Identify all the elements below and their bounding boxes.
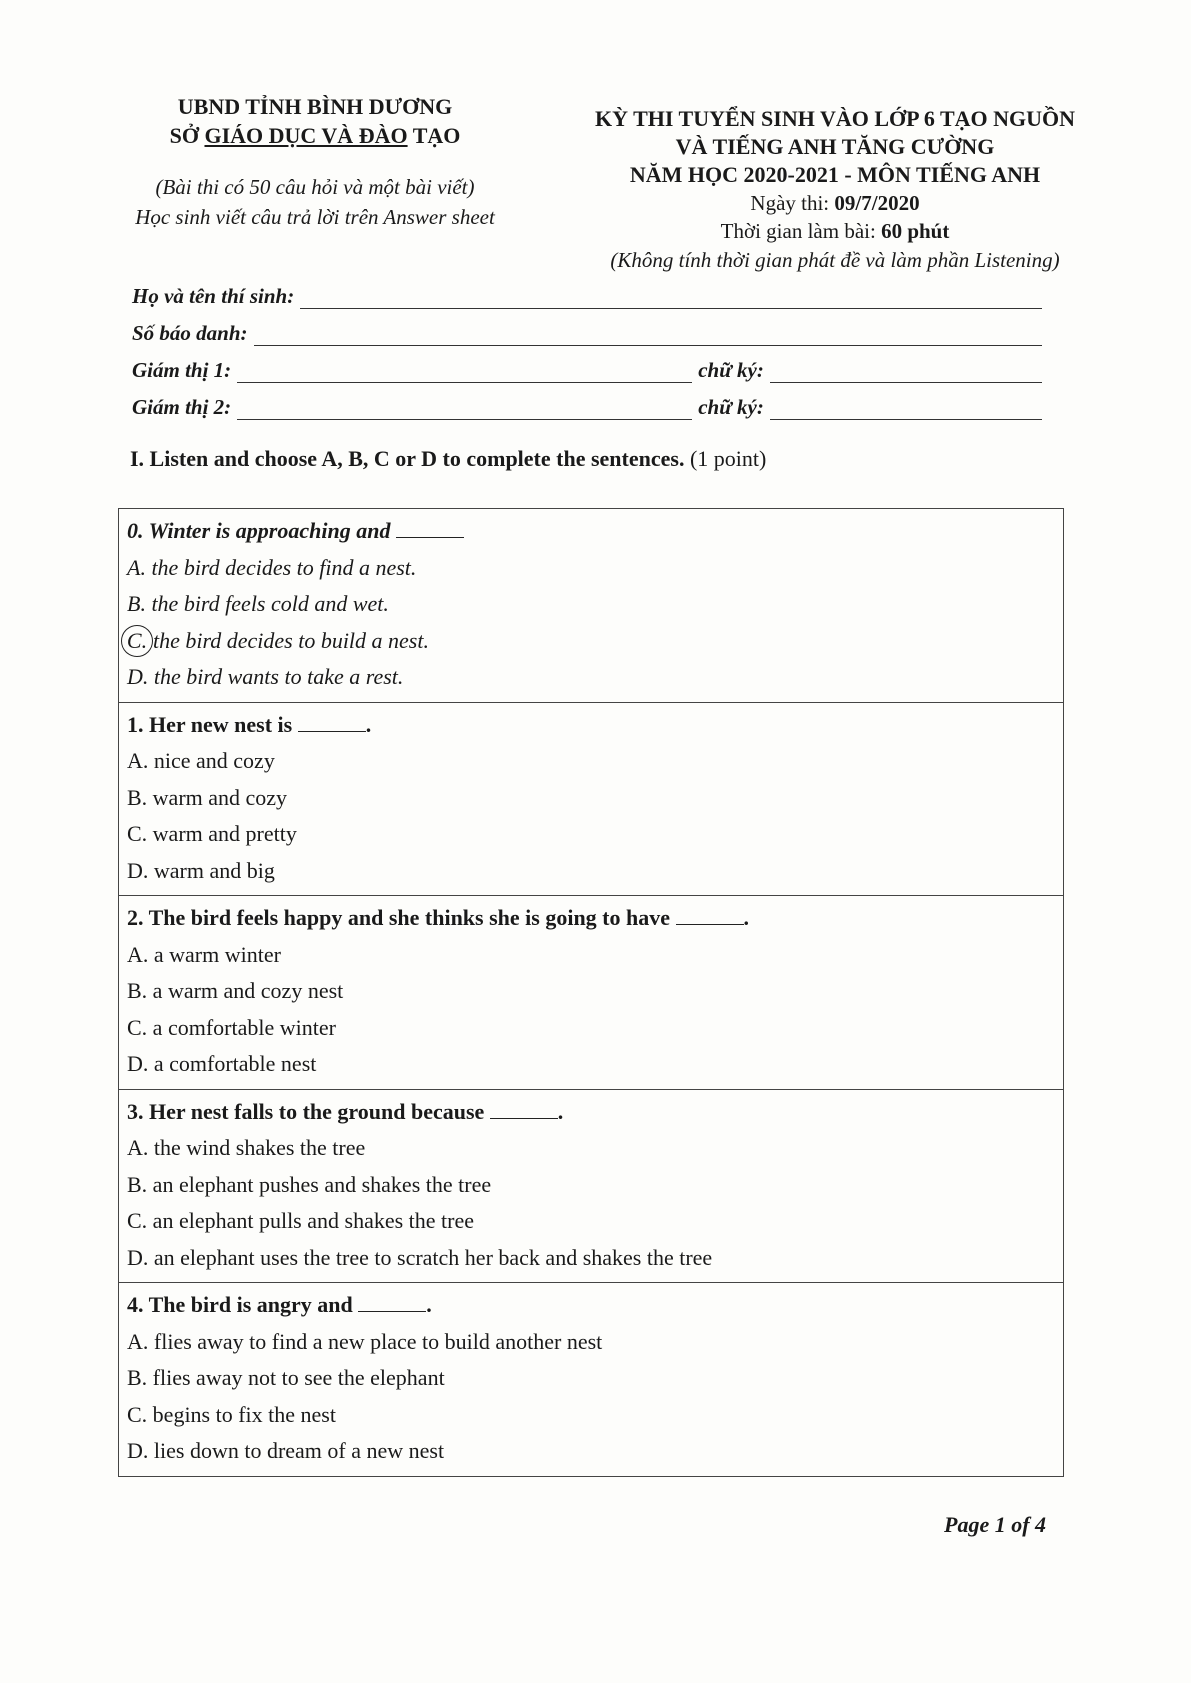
header-right [555, 105, 1115, 275]
exam-title-line2: VÀ TIẾNG ANH TĂNG CƯỜNG [675, 134, 995, 159]
question-block-3 [119, 1090, 1063, 1284]
question-block-2 [119, 896, 1063, 1090]
exam-note-line2: Học sinh viết câu trả lời trên Answer sheet [135, 205, 495, 229]
example-option-b: B. the bird feels cold and wet. [127, 591, 389, 616]
option-b: B. an elephant pushes and shakes the tree [127, 1171, 492, 1197]
example-question [127, 513, 1063, 550]
exam-duration-value: 60 phút [881, 219, 950, 243]
example-option-c [127, 623, 1063, 660]
option-a: A. flies away to find a new place to build another nest [127, 1328, 603, 1354]
question-text [127, 1094, 1063, 1131]
signature2-line[interactable] [770, 397, 1042, 420]
department-name [95, 121, 535, 150]
question-stem: 1. Her new nest is [127, 711, 298, 737]
question-text [127, 900, 1063, 937]
signature2-label: chữ ký: [698, 395, 764, 419]
question-end: . [426, 1292, 432, 1317]
exam-title-line1: KỲ THI TUYỂN SINH VÀO LỚP 6 TẠO NGUỒN [594, 106, 1076, 131]
supervisor2-line[interactable] [237, 397, 692, 420]
option-b: B. flies away not to see the elephant [127, 1365, 445, 1390]
exam-duration-note: (Không tính thời gian phát đề và làm phần Listening) [610, 248, 1060, 272]
exam-note [95, 172, 535, 232]
option-d: D. warm and big [127, 857, 275, 883]
question-end: . [743, 905, 750, 930]
exam-title-line3: NĂM HỌC 2020-2021 - MÔN TIẾNG ANH [629, 162, 1041, 187]
answer-blank [358, 1293, 426, 1312]
section-title: I. Listen and choose A, B, C or D to complete the sentences. [130, 446, 685, 471]
page-number: Page 1 of 4 [944, 1512, 1047, 1537]
example-question-text: 0. Winter is approaching and [127, 518, 396, 543]
supervisor1-row [132, 346, 1042, 383]
sbd-field-row [132, 309, 1042, 346]
option-b: B. warm and cozy [127, 784, 288, 810]
candidate-fields [132, 272, 1042, 420]
circled-answer-mark: C. [121, 625, 153, 657]
exam-duration [555, 217, 1115, 245]
question-block-4 [119, 1283, 1063, 1476]
org-name: UBND TỈNH BÌNH DƯƠNG [177, 94, 453, 119]
answer-blank [490, 1100, 558, 1119]
option-d: D. lies down to dream of a new nest [127, 1438, 445, 1463]
option-c: C. warm and pretty [127, 821, 297, 846]
supervisor2-label: Giám thị 2: [132, 395, 232, 419]
option-c: C. an elephant pulls and shakes the tree [127, 1208, 475, 1233]
header-left [95, 92, 535, 232]
question-stem: 3. Her nest falls to the ground because [127, 1098, 490, 1124]
answer-blank [298, 713, 366, 732]
signature1-label: chữ ký: [698, 358, 764, 382]
exam-date-label: Ngày thi: [750, 191, 835, 215]
question-stem: 4. The bird is angry and [127, 1292, 359, 1317]
section-heading [130, 446, 766, 472]
question-text [127, 1287, 1063, 1324]
example-option-c-text: the bird decides to build a nest. [153, 627, 429, 653]
exam-date [555, 189, 1115, 217]
question-stem: 2. The bird feels happy and she thinks she is going to have [127, 905, 676, 930]
exam-note-line1: (Bài thi có 50 câu hỏi và một bài viết) [155, 175, 475, 199]
option-b: B. a warm and cozy nest [127, 978, 344, 1003]
department-suffix: TẠO [407, 123, 461, 148]
department-prefix: SỞ [169, 123, 205, 148]
name-field-row [132, 272, 1042, 309]
sbd-label: Số báo danh: [132, 321, 248, 345]
exam-duration-label: Thời gian làm bài: [720, 219, 882, 243]
section-points: (1 point) [684, 446, 767, 471]
question-block-1 [119, 703, 1063, 897]
exam-date-value: 09/7/2020 [834, 191, 920, 215]
option-d: D. an elephant uses the tree to scratch her back and shakes the tree [127, 1244, 713, 1270]
signature1-line[interactable] [770, 360, 1042, 383]
sbd-line[interactable] [254, 323, 1042, 346]
name-line[interactable] [300, 286, 1042, 309]
department-underlined: GIÁO DỤC VÀ ĐÀO [204, 123, 408, 148]
example-option-a: A. the bird decides to find a nest. [127, 554, 417, 580]
option-a: A. the wind shakes the tree [127, 1135, 366, 1160]
option-c: C. begins to fix the nest [127, 1401, 336, 1427]
option-d: D. a comfortable nest [127, 1051, 317, 1076]
option-a: A. a warm winter [127, 941, 281, 967]
question-end: . [365, 711, 372, 737]
option-c: C. a comfortable winter [127, 1014, 336, 1040]
example-block [119, 509, 1063, 703]
supervisor1-label: Giám thị 1: [132, 358, 232, 382]
question-end: . [557, 1098, 564, 1124]
supervisor2-row [132, 383, 1042, 420]
question-text [127, 707, 1063, 744]
answer-blank [676, 906, 744, 925]
answer-blank [396, 519, 464, 538]
questions-box [118, 508, 1064, 1477]
supervisor1-line[interactable] [237, 360, 692, 383]
option-a: A. nice and cozy [127, 748, 275, 773]
example-option-d: D. the bird wants to take a rest. [127, 664, 404, 689]
name-label: Họ và tên thí sinh: [132, 284, 295, 308]
